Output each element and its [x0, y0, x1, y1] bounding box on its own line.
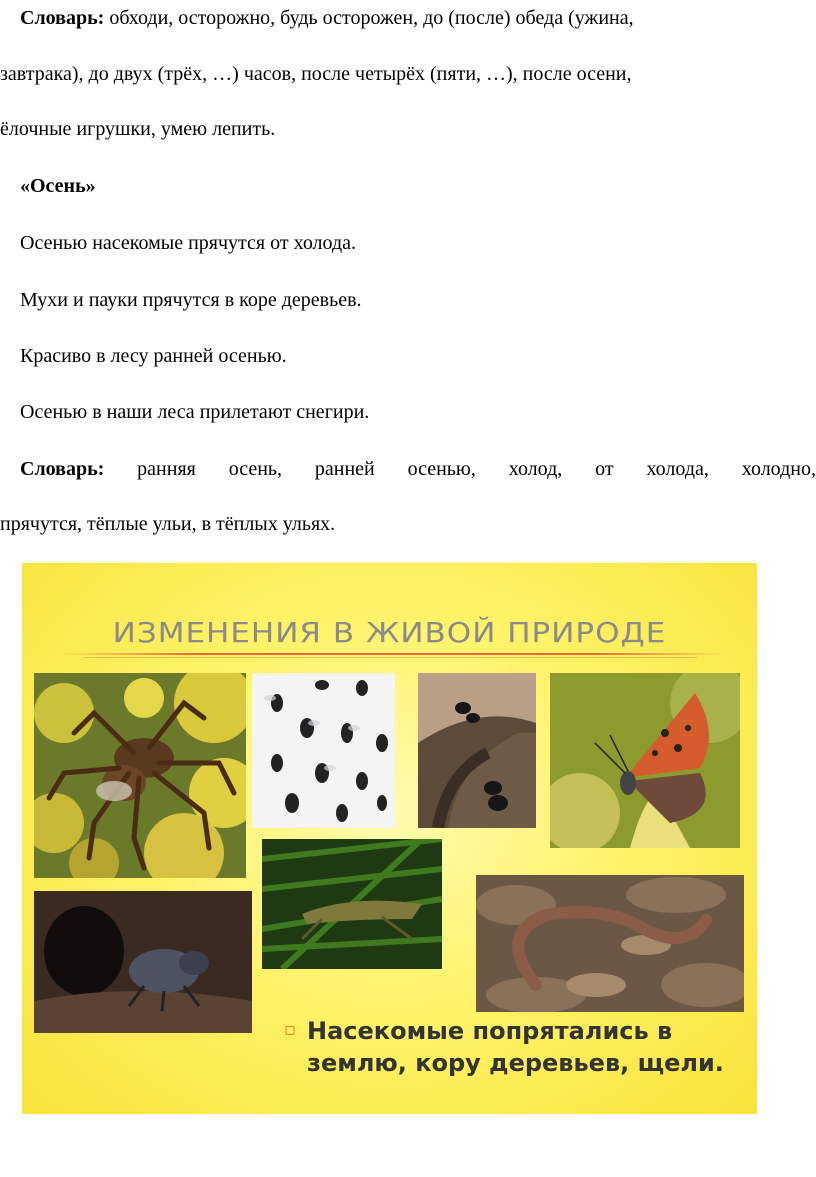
vocab-paragraph-2-line-2: прячутся, тёплые ульи, в тёплых ульях. [0, 513, 336, 535]
slide-title: ИЗМЕНЕНИЯ В ЖИВОЙ ПРИРОДЕ [112, 616, 667, 650]
beetle-photo [34, 891, 252, 1033]
sentence-4: Осенью в наши леса прилетают снегири. [20, 401, 370, 423]
flies-photo [252, 673, 395, 828]
spider-photo [34, 673, 246, 878]
vocab-label: Словарь: [20, 7, 105, 29]
sentence-1: Осенью насекомые прячутся от холода. [20, 232, 357, 254]
vocab-paragraph-2-line-1: Словарь: ранняя осень, ранней осенью, холод, от холода, холодно, [20, 458, 816, 480]
section-heading: «Осень» [20, 175, 96, 197]
vocab-label-2: Словарь: [20, 458, 105, 480]
sentence-2: Мухи и пауки прячутся в коре деревьев. [20, 289, 362, 311]
grasshopper-photo [262, 839, 442, 969]
butterfly-photo [550, 673, 740, 848]
vocab-paragraph-1-line-3: ёлочные игрушки, умею лепить. [0, 118, 276, 140]
sentence-3: Красиво в лесу ранней осенью. [20, 345, 287, 367]
vocab-paragraph-1-line-2: завтрака), до двух (трёх, …) часов, после четырёх (пяти, …), после осени, [0, 63, 632, 85]
title-divider-secondary [82, 657, 697, 658]
earthworm-photo [476, 875, 744, 1012]
title-divider [62, 653, 727, 655]
presentation-slide [22, 563, 757, 1114]
ants-photo [418, 673, 536, 828]
vocab-paragraph-1-line-1: Словарь: обходи, осторожно, будь осторожен, до (после) обеда (ужина, [20, 7, 634, 29]
bullet-icon: ▫ [284, 1019, 297, 1040]
slide-caption: Насекомые попрятались в землю, кору деревьев, щели. [307, 1017, 724, 1077]
